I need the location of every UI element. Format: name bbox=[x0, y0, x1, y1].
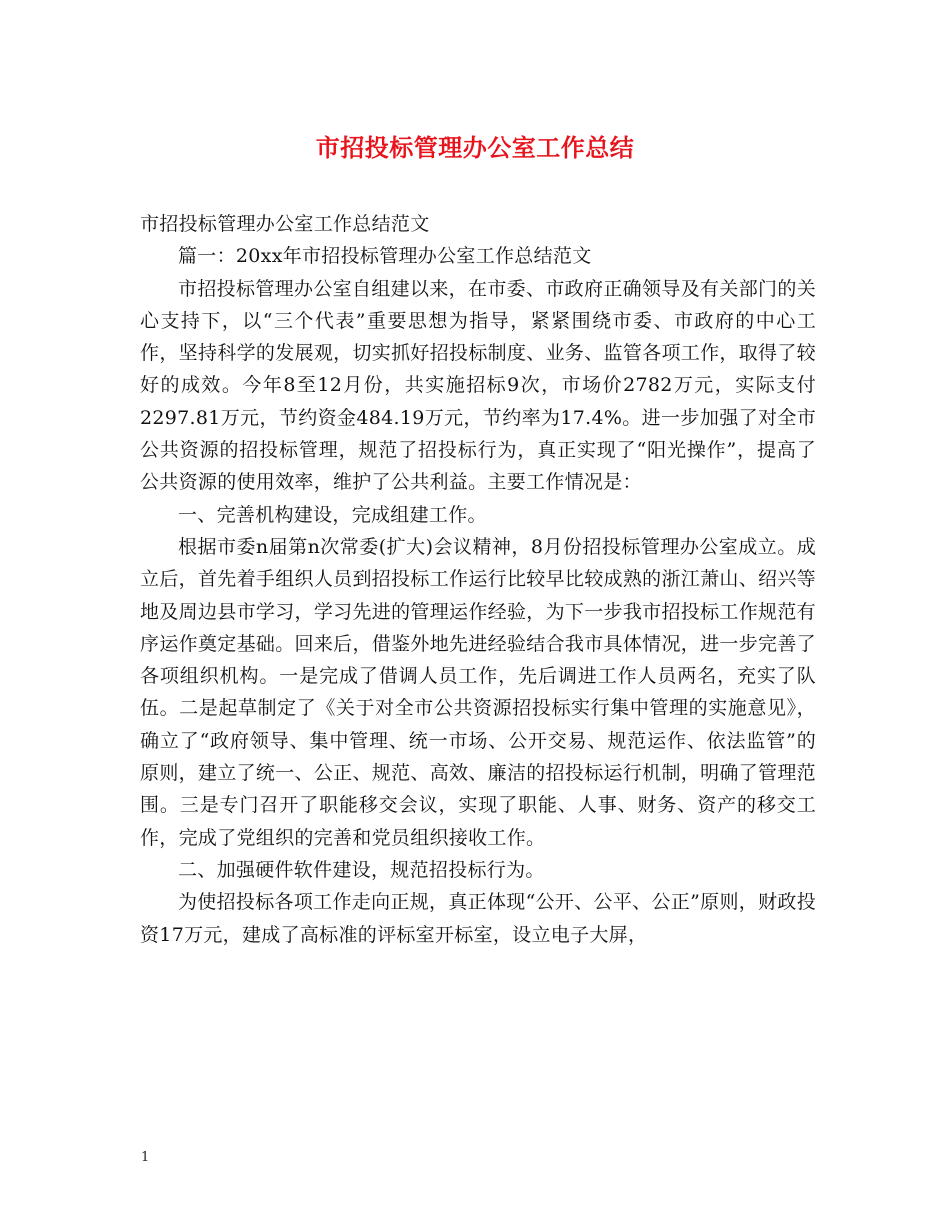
section-two-heading: 二、加强硬件软件建设，规范招投标行为。 bbox=[178, 858, 545, 881]
intro-paragraph: 市招投标管理办公室自组建以来，在市委、市政府正确领导及有关部门的关心支持下，以“三个代表”重要思想为指导，紧紧围绕市委、市政府的中心工作，坚持科学的发展观，切实抓好招投标制度、业务、监管各项工作，取得了较好的成效。今年8至12月份，共实施招标9次，市场价2782万元，实际支付 2297.81万元，节约资金484.19万元，节约率为17.4%。进一步加强了对全市公共资源的招投标管理，规范了招投标行为，真正实现了“阳光操作”，提高了公共资源的使用效率，维护了公共利益。主要工作情况是： bbox=[140, 277, 816, 494]
section-two-paragraph: 为使招投标各项工作走向正规，真正体现“公开、公平、公正”原则，财政投资17万元，建成了高标准的评标室开标室，设立电子大屏， bbox=[140, 891, 816, 946]
section-heading-paragraph: 篇一：20xx年市招投标管理办公室工作总结范文 bbox=[178, 245, 592, 268]
section-one-paragraph: 根据市委n届第n次常委(扩大)会议精神，8月份招投标管理办公室成立。成立后，首先着手组织人员到招投标工作运行比较早比较成熟的浙江萧山、绍兴等地及周边县市学习，学习先进的管理运作经验，为下一步我市招投标工作规范有序运作奠定基础。回来后，借鉴外地先进经验结合我市具体情况，进一步完善了各项组织机构。一是完成了借调人员工作，先后调进工作人员两名，充实了队伍。二是起草制定了《关于对全市公共资源招投标实行集中管理的实施意见》，确立了“政府领导、集中管理、统一市场、公开交易、规范运作、依法监管”的原则，建立了统一、公正、规范、高效、廉洁的招投标运行机制，明确了管理范围。三是专门召开了职能移交会议，实现了职能、人事、财务、资产的移交工作，完成了党组织的完善和党员组织接收工作。 bbox=[140, 535, 816, 849]
document-title: 市招投标管理办公室工作总结 bbox=[315, 133, 635, 162]
subtitle-paragraph: 市招投标管理办公室工作总结范文 bbox=[140, 213, 430, 235]
section-one-heading: 一、完善机构建设，完成组建工作。 bbox=[178, 503, 487, 526]
document-body bbox=[140, 208, 816, 951]
page-number: 1 bbox=[141, 1150, 150, 1165]
